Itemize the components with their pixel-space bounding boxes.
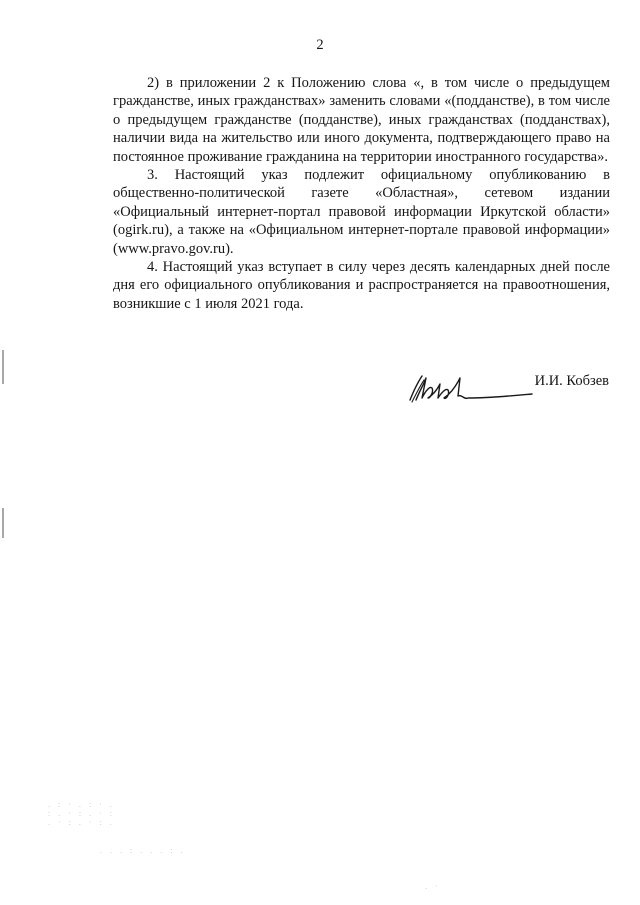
handwritten-signature xyxy=(400,364,535,412)
paragraph-entry-into-force: 4. Настоящий указ вступает в силу через десять календарных дней после дня его официального опубликования и распространяется на правоотношения, возникшие с 1 июля 2021 года. xyxy=(113,259,610,312)
paragraph-item-2: 2) в приложении 2 к Положению слова «, в том числе о предыдущем гражданстве, иных гражданствах» заменить словами «(подданстве), в том числе о предыдущем гражданстве (подданстве), иных гражданствах (подданствах), наличии вида на жительство или иного документа, подтверждающего право на постоянное проживание гражданина на территории иностранного государства». xyxy=(113,75,610,165)
scan-noise: . : · . : · . : . · : . · : . · : . · : . xyxy=(48,800,115,827)
page-number: 2 xyxy=(316,37,324,53)
paragraph-publication: 3. Настоящий указ подлежит официальному опубликованию в общественно-политической газете «Областная», сетевом издании «Официальный интернет-портал правовой информации Иркутской области» (ogirk.ru), а также на «Официальном интернет-портале правовой информации» (www.pravo.gov.ru). xyxy=(113,167,610,257)
scan-noise: . · xyxy=(425,882,441,891)
signature-block xyxy=(400,364,615,414)
scan-edge-mark xyxy=(2,508,4,538)
document-body xyxy=(113,74,610,313)
scan-noise: . . . : . . . : . xyxy=(100,846,186,855)
signer-name: И.И. Кобзев xyxy=(534,373,609,389)
scan-edge-mark xyxy=(2,350,4,384)
